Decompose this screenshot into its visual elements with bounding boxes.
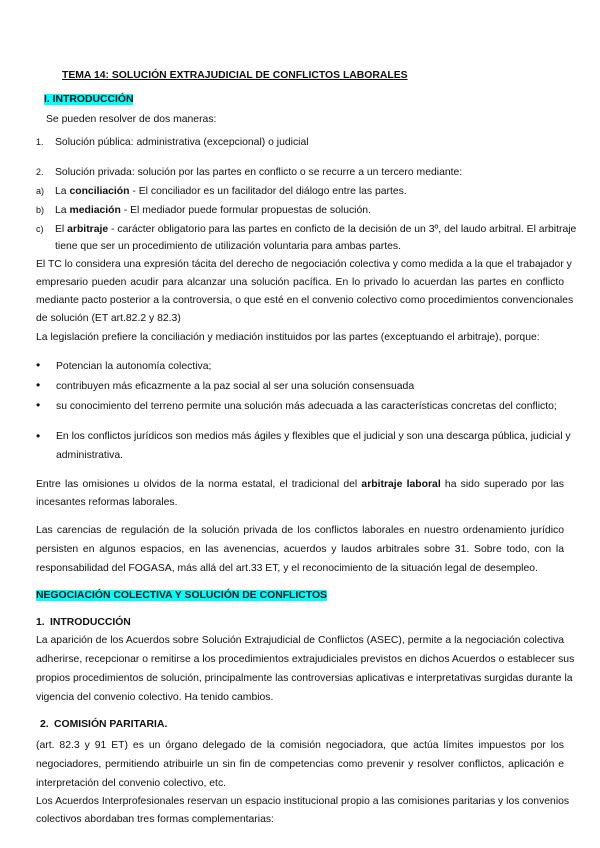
subheading-introduccion <box>36 616 131 629</box>
bullet-text: su conocimiento del terreno permite una solución más adecuada a las características concretas del conflicto; <box>56 401 557 412</box>
sublist-item-c-line2: tiene que ser un procedimiento de utilización voluntaria para ambas partes. <box>55 241 401 252</box>
omisiones-rest: ha sido superado por las <box>440 479 564 490</box>
subheading-title: INTRODUCCIÓN <box>50 617 131 628</box>
tc-paragraph-line: empresario pueden acudir para alcanzar una solución pacífica. En lo privado lo acuerdan las partes en conflicto <box>36 277 564 288</box>
bullet-text-line2: administrativa. <box>56 450 123 461</box>
term-arbitraje: arbitraje <box>67 224 109 235</box>
sublist-mark: b) <box>36 205 45 215</box>
bullet-text: Potencian la autonomía colectiva; <box>56 361 212 372</box>
sublist-rest: - El mediador puede formular propuestas de solución. <box>120 205 371 216</box>
bullet-item <box>36 399 557 413</box>
sublist-pre: La <box>55 186 70 197</box>
sublist-mark: c) <box>36 224 44 234</box>
list-number: 1. <box>36 137 44 147</box>
bullet-mark: • <box>36 398 41 412</box>
subheading-number: 2. <box>40 719 49 730</box>
legislacion-text: La legislación prefiere la conciliación y mediación instituidos por las partes (exceptuando el arbitraje), porque: <box>36 332 540 343</box>
tc-paragraph-line: de solución (ET art.82.2 y 82.3) <box>36 313 181 324</box>
sublist-mark: a) <box>36 186 45 196</box>
comision-line: interpretación del convenio colectivo, etc. <box>36 778 227 789</box>
omisiones-pre: Entre las omisiones u olvidos de la norma estatal, el tradicional del <box>36 479 362 490</box>
section-heading-introduccion <box>44 93 133 106</box>
bullet-text: contribuyen más eficazmente a la paz social al ser una solución consensuada <box>56 381 415 392</box>
bullet-text: En los conflictos jurídicos son medios más ágiles y flexibles que el judicial y son una descarga pública, judicial y <box>56 431 571 442</box>
carencias-line: Las carencias de regulación de la solución privada de los conflictos laborales en nuestro ordenamiento jurídico <box>36 525 564 536</box>
term-arbitraje-laboral: arbitraje laboral <box>361 479 441 490</box>
list-item-text: Solución pública: administrativa (excepcional) o judicial <box>55 137 309 148</box>
asec-line: vigencia del convenio colectivo. Ha tenido cambios. <box>36 692 274 703</box>
bullet-item <box>36 379 414 393</box>
acuerdos-line: Los Acuerdos Interprofesionales reservan un espacio institucional propio a las comisiones paritarias y los convenios <box>36 796 570 807</box>
bullet-item <box>36 429 571 444</box>
tc-paragraph-line: El TC lo considera una expresión tácita del derecho de negociación colectiva y como medida a la que el trabajador y <box>36 259 572 270</box>
sublist-item-c <box>36 223 576 236</box>
bullet-mark: • <box>36 378 41 392</box>
bullet-item <box>36 359 211 373</box>
tc-paragraph-line: mediante pacto posterior a la controversia, o que esté en el convenio colectivo como procedimientos convencionales <box>36 295 574 306</box>
highlighted-heading: I. INTRODUCCIÓN <box>44 94 134 105</box>
highlighted-heading: NEGOCIACIÓN COLECTIVA Y SOLUCIÓN DE CONFLICTOS <box>36 590 327 601</box>
subheading-number: 1. <box>36 617 45 628</box>
carencias-line: responsabilidad del FOGASA, más allá del art.33 ET, y el reconocimiento de la situación legal de desempleo. <box>36 563 538 574</box>
term-mediacion: mediación <box>69 205 121 216</box>
sublist-item-b <box>36 204 371 217</box>
term-conciliacion: conciliación <box>69 186 130 197</box>
asec-line: adherirse, recepcionar o remitirse a los procedimientos extrajudiciales previstos en dichos Acuerdos o establecer sus <box>36 654 575 665</box>
sublist-pre: El <box>55 224 68 235</box>
list-item-2 <box>36 166 462 179</box>
sublist-item-a <box>36 185 407 198</box>
comision-line: negociadores, permitiendo atribuirle un sin fin de competencias como prevenir y resolver conflictos, aplicación e <box>36 759 564 770</box>
subheading-comision-paritaria <box>40 718 167 731</box>
asec-line: La aparición de los Acuerdos sobre Solución Extrajudicial de Conflictos (ASEC), permite a la negociación colectiva <box>36 635 564 646</box>
sublist-pre: La <box>55 205 70 216</box>
sublist-rest: - carácter obligatorio para las partes en conficto de la decisión de un 3º, del laudo arbitral. El arbitraje <box>108 224 577 235</box>
bullet-mark: • <box>36 358 41 372</box>
list-item-text: Solución privada: solución por las partes en conflicto o se recurre a un tercero mediante: <box>55 167 463 178</box>
subheading-title: COMISIÓN PARITARIA. <box>54 719 168 730</box>
omisiones-line2: incesantes reformas laborales. <box>36 497 178 508</box>
asec-line: propios procedimientos de solución, principalmente las controversias aplicativas e interpretativas surgidas durante la <box>36 673 573 684</box>
list-item-1 <box>36 136 309 149</box>
sublist-rest: - El conciliador es un facilitador del diálogo entre las partes. <box>129 186 407 197</box>
carencias-line: persisten en algunos espacios, en las avenencias, acuerdos y laudos arbitrales sobre 31. Sobre todo, con la <box>36 544 564 555</box>
comision-line: (art. 82.3 y 91 ET) es un órgano delegado de la comisión negociadora, que actúa límites impuestos por los <box>36 740 564 751</box>
list-number: 2. <box>36 167 44 177</box>
document-title: TEMA 14: SOLUCIÓN EXTRAJUDICIAL DE CONFLICTOS LABORALES <box>62 70 408 81</box>
acuerdos-line: colectivos abordaban tres formas complementarias: <box>36 814 274 825</box>
intro-text: Se pueden resolver de dos maneras: <box>46 114 217 125</box>
bullet-mark: • <box>36 429 41 443</box>
omisiones-line <box>36 478 564 491</box>
section-heading-negociacion <box>36 589 327 602</box>
